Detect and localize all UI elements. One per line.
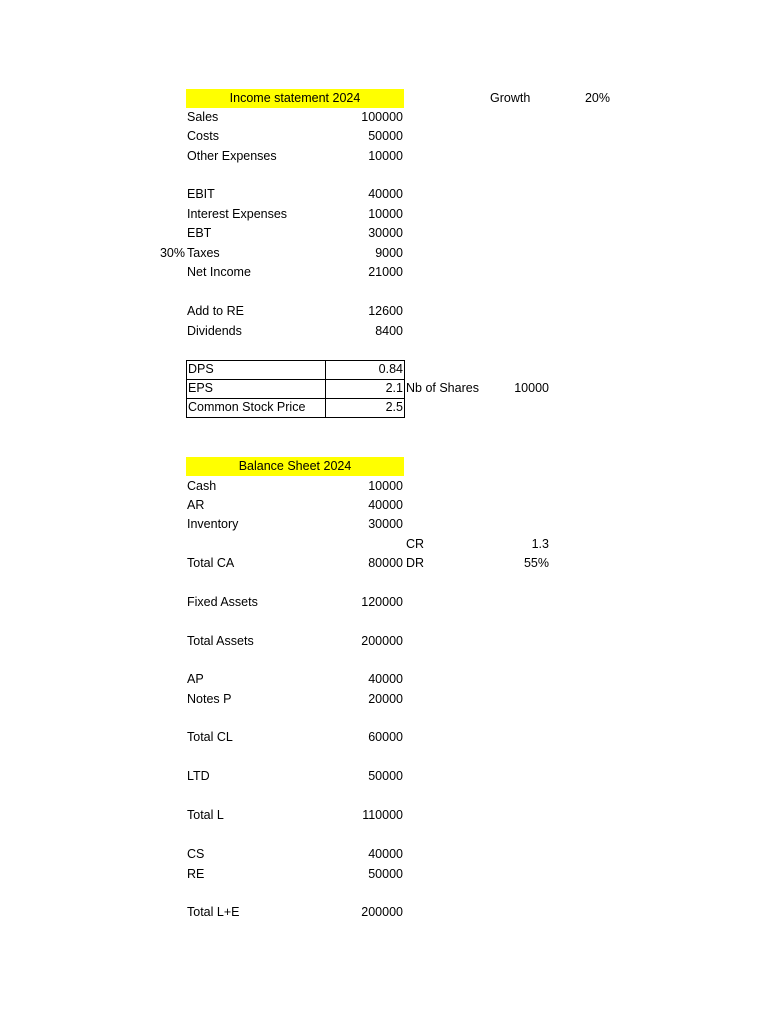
income-row-label: Interest Expenses [187, 207, 288, 221]
income-row-value: 10000 [368, 149, 403, 163]
eps-label: EPS [188, 381, 214, 395]
balance-row-value: 110000 [362, 808, 403, 822]
income-row-label: EBIT [187, 187, 215, 201]
balance-row-label: Total L+E [187, 905, 240, 919]
balance-row-value: 120000 [361, 595, 403, 609]
income-statement-title: Income statement 2024 [186, 89, 404, 108]
cr-value: 1.3 [531, 537, 549, 551]
income-row-label: EBT [187, 226, 212, 240]
growth-value: 20% [584, 91, 610, 105]
balance-row-label: Total L [187, 808, 224, 822]
dr-label: DR [406, 556, 425, 570]
income-row-label: Other Expenses [187, 149, 277, 163]
balance-row-value: 200000 [361, 634, 403, 648]
balance-row-value: 200000 [361, 905, 403, 919]
growth-label: Growth [490, 91, 531, 105]
income-row-value: 50000 [368, 129, 403, 143]
balance-row-value: 50000 [368, 769, 403, 783]
balance-row-label: RE [187, 867, 205, 881]
balance-row-label: Inventory [187, 517, 239, 531]
income-row-value: 100000 [361, 110, 403, 124]
cr-label: CR [406, 537, 425, 551]
dps-label: DPS [188, 362, 214, 376]
income-row-value: 10000 [368, 207, 403, 221]
income-row-label: Add to RE [187, 304, 244, 318]
balance-sheet-title: Balance Sheet 2024 [186, 457, 404, 476]
income-row-label: Costs [187, 129, 219, 143]
income-row-value: 40000 [368, 187, 403, 201]
balance-row-value: 10000 [368, 479, 403, 493]
balance-row-label: Total CA [187, 556, 235, 570]
balance-row-label: AP [187, 672, 204, 686]
balance-row-label: CS [187, 847, 205, 861]
balance-row-label: Fixed Assets [187, 595, 258, 609]
balance-row-value: 60000 [368, 730, 403, 744]
eps-value: 2.1 [385, 381, 403, 395]
stock-price-value: 2.5 [385, 400, 403, 414]
balance-row-value: 40000 [368, 498, 403, 512]
income-row-value: 12600 [368, 304, 403, 318]
income-row-value: 21000 [368, 265, 403, 279]
income-row-value: 9000 [375, 246, 403, 260]
balance-row-label: Notes P [187, 692, 232, 706]
income-row-label: Dividends [187, 324, 242, 338]
balance-row-label: AR [187, 498, 205, 512]
balance-row-label: LTD [187, 769, 210, 783]
income-row-label: Sales [187, 110, 219, 124]
balance-row-label: Total CL [187, 730, 233, 744]
income-row-label: Taxes [187, 246, 220, 260]
balance-row-value: 40000 [368, 672, 403, 686]
tax-rate: 30% [159, 246, 185, 260]
income-row-value: 8400 [375, 324, 403, 338]
balance-row-value: 20000 [368, 692, 403, 706]
balance-row-value: 30000 [368, 517, 403, 531]
balance-row-value: 50000 [368, 867, 403, 881]
balance-row-label: Total Assets [187, 634, 254, 648]
stock-price-label: Common Stock Price [188, 400, 306, 414]
shares-value: 10000 [514, 381, 549, 395]
income-row-label: Net Income [187, 265, 251, 279]
dr-value: 55% [523, 556, 549, 570]
balance-row-value: 40000 [368, 847, 403, 861]
dps-value: 0.84 [378, 362, 403, 376]
balance-row-value: 80000 [368, 556, 403, 570]
shares-label: Nb of Shares [406, 381, 479, 395]
balance-row-label: Cash [187, 479, 217, 493]
income-row-value: 30000 [368, 226, 403, 240]
